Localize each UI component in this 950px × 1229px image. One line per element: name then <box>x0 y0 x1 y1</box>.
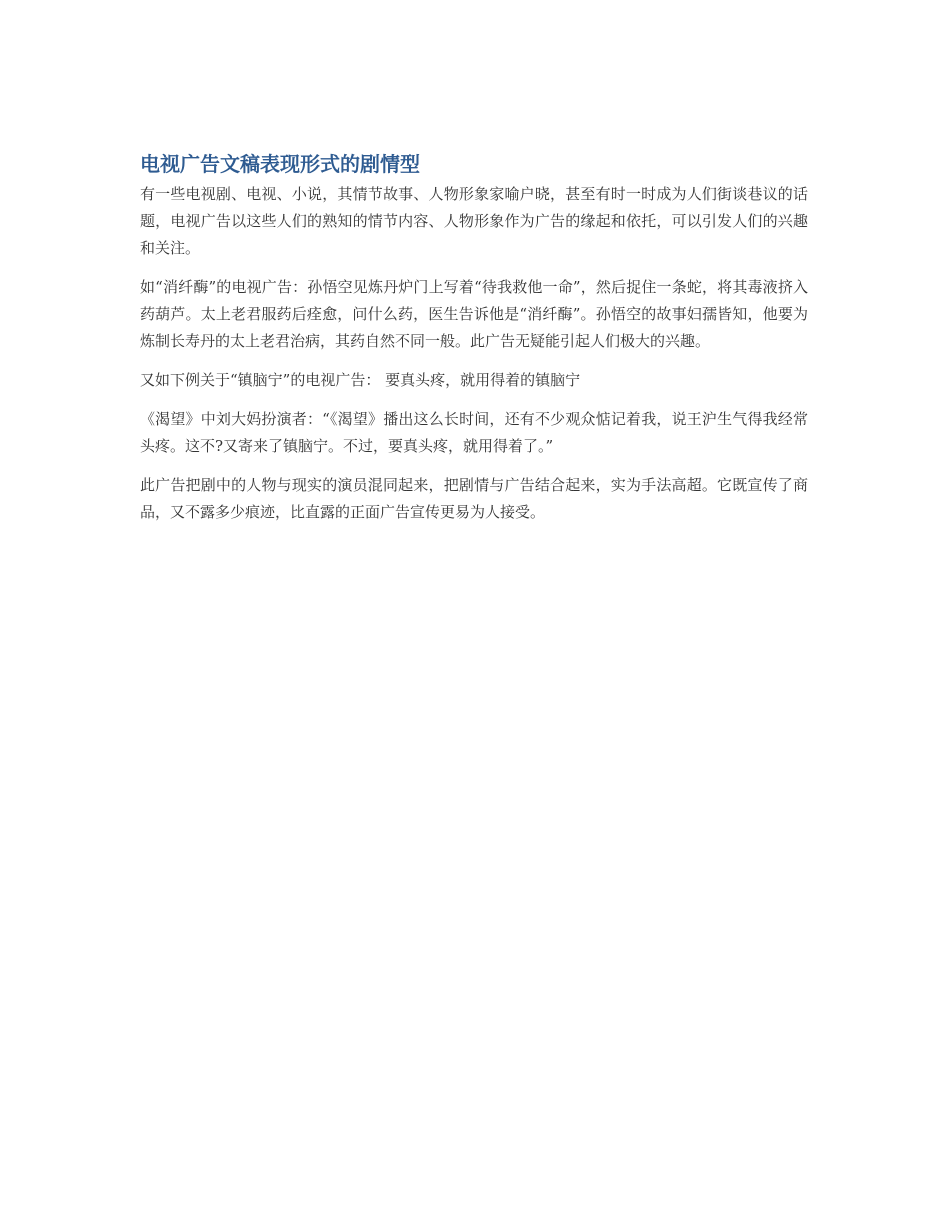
document-page <box>140 150 808 538</box>
paragraph-intro: 有一些电视剧、电视、小说，其情节故事、人物形象家喻户晓，甚至有时一时成为人们街谈巷议的话题，电视广告以这些人们的熟知的情节内容、人物形象作为广告的缘起和依托，可以引发人们的兴趣和关注。 <box>140 185 808 257</box>
paragraph-conclusion: 此广告把剧中的人物与现实的演员混同起来，把剧情与广告结合起来，实为手法高超。它既宣传了商品，又不露多少痕迹，比直露的正面广告宣传更易为人接受。 <box>140 476 808 521</box>
paragraph-example-zhennaoning: 又如下例关于“镇脑宁”的电视广告： 要真头疼，就用得着的镇脑宁 <box>140 371 581 389</box>
paragraph-example-xiaoxianmei: 如“消纤酶”的电视广告：孙悟空见炼丹炉门上写着“待我救他一命”，然后捉住一条蛇，将其毒液挤入药葫芦。太上老君服药后痊愈，问什么药，医生告诉他是“消纤酶”。孙悟空的故事妇孺皆知，他要为炼制长寿丹的太上老君治病，其药自然不同一般。此广告无疑能引起人们极大的兴趣。 <box>140 278 808 350</box>
document-title: 电视广告文稿表现形式的剧情型 <box>140 152 420 176</box>
paragraph-quote: 《渴望》中刘大妈扮演者：“《渴望》播出这么长时间，还有不少观众惦记着我，说王沪生气得我经常头疼。这不?又寄来了镇脑宁。不过，要真头疼，就用得着了。” <box>140 410 808 455</box>
